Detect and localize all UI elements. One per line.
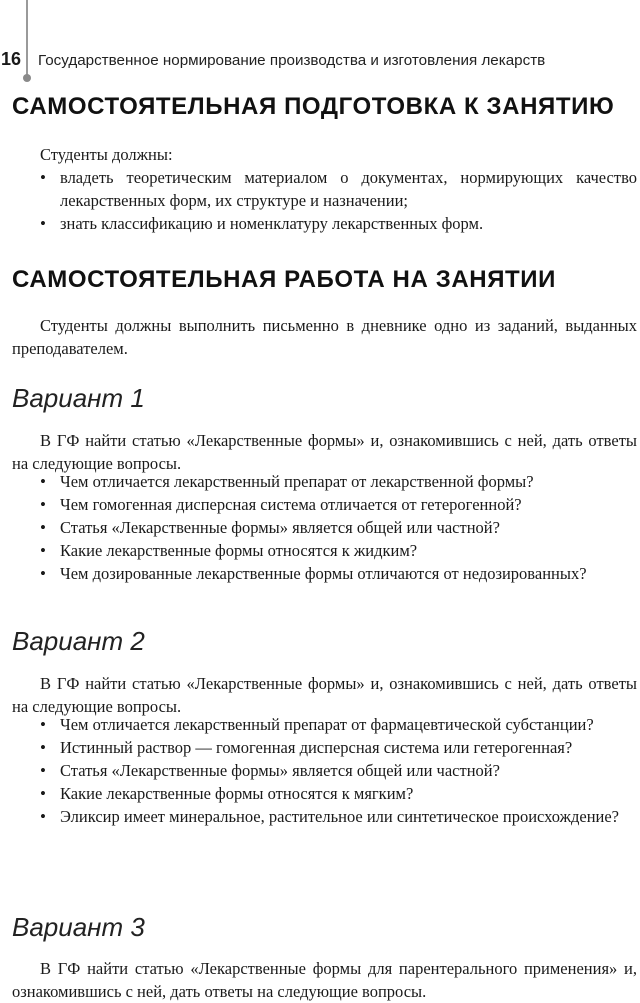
list-item: • Чем дозированные лекарственные формы отличаются от недозированных? — [40, 562, 637, 585]
self-prep-list — [40, 166, 637, 235]
variant-2-intro: В ГФ найти статью «Лекарственные формы» и, ознакомившись с ней, дать ответы на следующие вопросы. — [12, 674, 637, 716]
list-item: • Какие лекарственные формы относятся к жидким? — [40, 539, 637, 562]
variant-2-title: Вариант 2 — [12, 626, 145, 656]
list-item: • Чем отличается лекарственный препарат от лекарственной формы? — [40, 470, 637, 493]
section-title-self-prep: САМОСТОЯТЕЛЬНАЯ ПОДГОТОВКА К ЗАНЯТИЮ — [12, 93, 615, 120]
list-item: • Чем гомогенная дисперсная система отличается от гетерогенной? — [40, 493, 637, 516]
margin-rule-dot — [23, 74, 31, 82]
variant-2-questions — [40, 713, 637, 828]
list-item: • Чем отличается лекарственный препарат от фармацевтической субстанции? — [40, 713, 637, 736]
page-number: 16 — [1, 49, 22, 69]
list-item: • Какие лекарственные формы относятся к мягким? — [40, 782, 637, 805]
list-item: • Статья «Лекарственные формы» является общей или частной? — [40, 516, 637, 539]
variant-1-questions — [40, 470, 637, 585]
list-item: • владеть теоретическим материалом о документах, нормирующих качество лекарственных форм, их структуре и назначении; — [40, 166, 637, 212]
list-item: • Статья «Лекарственные формы» является общей или частной? — [40, 759, 637, 782]
variant-3-title: Вариант 3 — [12, 912, 145, 942]
list-item: • Истинный раствор — гомогенная дисперсная система или гетерогенная? — [40, 736, 637, 759]
margin-rule — [26, 0, 28, 78]
running-title: Государственное нормирование производства и изготовления лекарств — [38, 52, 546, 69]
self-work-text: Студенты должны выполнить письменно в дневнике одно из заданий, выданных преподавателем. — [12, 316, 637, 358]
self-prep-lead: Студенты должны: — [40, 145, 173, 164]
section-title-self-work: САМОСТОЯТЕЛЬНАЯ РАБОТА НА ЗАНЯТИИ — [12, 266, 557, 293]
list-item: • Эликсир имеет минеральное, растительное или синтетическое происхождение? — [40, 805, 637, 828]
variant-1-title: Вариант 1 — [12, 383, 145, 413]
variant-3-intro: В ГФ найти статью «Лекарственные формы для парентерального применения» и, ознакомившись с ней, дать ответы на следующие вопросы. — [12, 959, 637, 1001]
variant-1-intro: В ГФ найти статью «Лекарственные формы» и, ознакомившись с ней, дать ответы на следующие вопросы. — [12, 431, 637, 473]
list-item: • знать классификацию и номенклатуру лекарственных форм. — [40, 212, 637, 235]
